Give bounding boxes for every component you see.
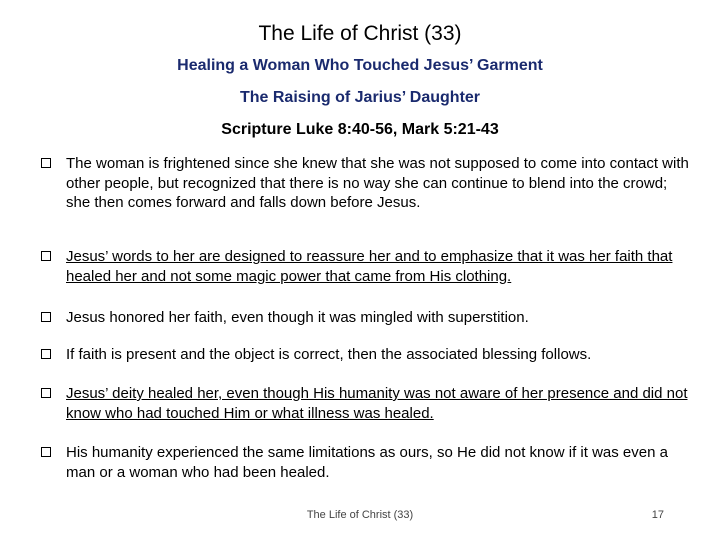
list-item [41,345,691,365]
page-number: 17 [651,509,664,521]
checkbox-bullet-icon [41,349,51,359]
bullet-text: Jesus’ deity healed her, even though His humanity was not aware of her presence and did not know who had touched Him or what illness was healed. [66,385,688,422]
list-item [41,247,691,286]
footer-title: The Life of Christ (33) [306,509,414,521]
checkbox-bullet-icon [41,158,51,168]
bullet-text: If faith is present and the object is correct, then the associated blessing follows. [66,346,592,363]
checkbox-bullet-icon [41,447,51,457]
list-item [41,443,691,482]
bullet-text: His humanity experienced the same limitations as ours, so He did not know if it was even a man or a woman who had been healed. [66,444,668,481]
bullet-text: The woman is frightened since she knew that she was not supposed to come into contact with other people, but recognized that there is no way she can continue to blend into the crowd; she then comes forward and falls down before Jesus. [66,155,689,211]
checkbox-bullet-icon [41,312,51,322]
slide-subtitle-healing: Healing a Woman Who Touched Jesus’ Garment [177,57,543,74]
bullet-text: Jesus’ words to her are designed to reassure her and to emphasize that it was her faith that healed her and not some magic power that came from His clothing. [66,248,673,285]
slide-title: The Life of Christ (33) [258,22,462,45]
list-item [41,308,691,328]
list-item [41,384,691,423]
checkbox-bullet-icon [41,388,51,398]
bullet-text: Jesus honored her faith, even though it was mingled with superstition. [66,309,529,326]
checkbox-bullet-icon [41,251,51,261]
slide-subtitle-raising: The Raising of Jarius’ Daughter [239,89,481,106]
scripture-reference: Scripture Luke 8:40-56, Mark 5:21-43 [221,121,499,138]
list-item [41,154,691,213]
